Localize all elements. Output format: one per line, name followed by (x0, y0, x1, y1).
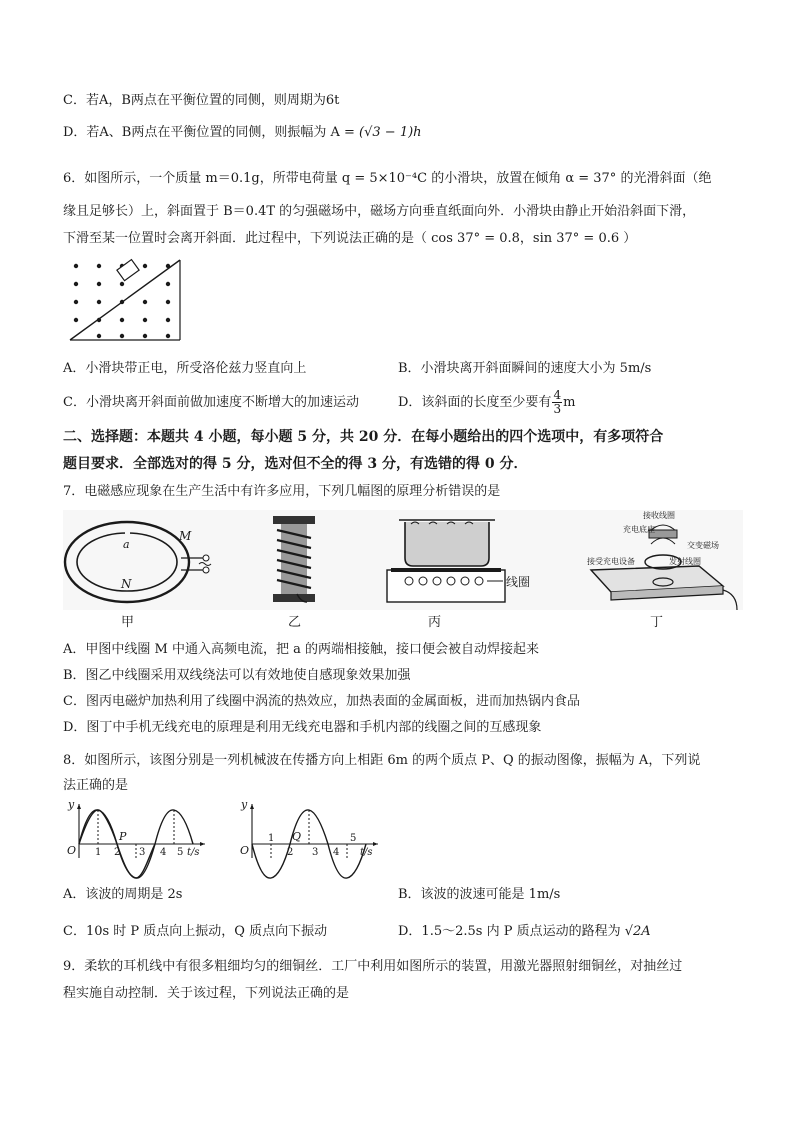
q8-stem-line2: 法正确的是 (63, 778, 129, 793)
q7-option-b: B．图乙中线圈采用双线绕法可以有效地使自感现象效果加强 (63, 668, 411, 683)
q8-stem-line1: 8．如图所示，该图分别是一列机械波在传播方向上相距 6m 的两个质点 P、Q 的振动图像，振幅为 A，下列说 (63, 753, 701, 768)
q5-option-d-formula: (√3 − 1)h (359, 125, 422, 140)
q5-option-c: C．若A，B两点在平衡位置的同侧，则周期为6t (63, 93, 340, 108)
section2-heading-line2: 题目要求．全部选对的得 5 分，选对但不全的得 3 分，有选错的得 0 分． (63, 456, 528, 472)
q6-option-d-text: D．该斜面的长度至少要有 (398, 395, 552, 410)
figure-jia-label-n: N (121, 577, 132, 591)
q7-option-c: C．图丙电磁炉加热利用了线圈中涡流的热效应，加热表面的金属面板，进而加热锅内食品 (63, 694, 580, 709)
graph-q-origin: O (240, 844, 250, 857)
q6-incline-figure (68, 258, 183, 343)
figure-ding-emit-coil: 发射线圈 (669, 557, 701, 566)
figure-ding-caption: 丁 (650, 615, 664, 630)
q6-stem-line3: 下滑至某一位置时会离开斜面．此过程中，下列说法正确的是（ cos 37° = 0.8，sin 37° = 0.6 ） (63, 231, 637, 246)
figure-ding-field: 交变磁场 (687, 541, 719, 550)
graph-p-tick-1: 1 (95, 847, 102, 858)
graph-q-tick-5: 5 (350, 833, 357, 844)
q8-option-d (398, 923, 651, 941)
graph-q-xlabel: t/s (360, 847, 373, 858)
graph-p-tick-2: 2 (114, 847, 121, 858)
q6-option-d-unit: m (563, 395, 576, 410)
section2-heading-line1: 二、选择题：本题共 4 小题，每小题 5 分，共 20 分．在每小题给出的四个选项中，有多项符合 (63, 429, 664, 445)
graph-q-tick-4: 4 (333, 847, 340, 858)
fraction-denominator: 3 (553, 402, 562, 416)
q8-graph-p (63, 800, 213, 862)
q7-option-a: A．甲图中线圈 M 中通入高频电流，把 a 的两端相接触，接口便会被自动焊接起来 (63, 642, 539, 657)
q6-option-a: A．小滑块带正电，所受洛伦兹力竖直向上 (63, 361, 307, 376)
figure-jia-caption: 甲 (121, 615, 135, 630)
graph-p-xlabel: t/s (187, 847, 200, 858)
figure-bing-caption: 丙 (428, 615, 442, 630)
q6-stem-line1: 6．如图所示，一个质量 m＝0.1g，所带电荷量 q = 5×10⁻⁴C 的小滑块，放置在倾角 α = 37° 的光滑斜面（绝 (63, 171, 712, 186)
graph-q-point: Q (292, 830, 302, 843)
fraction-numerator: 4 (553, 388, 562, 402)
q7-option-d: D．图丁中手机无线充电的原理是利用无线充电器和手机内部的线圈之间的互感现象 (63, 720, 542, 735)
q8-option-b: B．该波的波速可能是 1m/s (398, 887, 561, 902)
q8-option-d-formula: √2A (624, 924, 651, 939)
graph-q-tick-3: 3 (312, 847, 319, 858)
graph-q-tick-1: 1 (268, 833, 275, 844)
graph-p-ylabel: y (68, 798, 75, 811)
q6-option-b: B．小滑块离开斜面瞬间的速度大小为 5m/s (398, 361, 652, 376)
figure-bing-coil-label: 线圈 (506, 575, 531, 589)
figure-jia-label-a: a (123, 538, 130, 551)
q6-option-c: C．小滑块离开斜面前做加速度不断增大的加速运动 (63, 395, 359, 410)
graph-p-tick-4: 4 (160, 847, 167, 858)
q6-option-d (398, 386, 575, 420)
q8-option-c: C．10s 时 P 质点向上振动，Q 质点向下振动 (63, 924, 328, 939)
graph-p-tick-5: 5 (177, 847, 184, 858)
q7-figures-panel (63, 510, 743, 610)
q7-stem: 7．电磁感应现象在生产生活中有许多应用，下列几幅图的原理分析错误的是 (63, 484, 501, 499)
figure-ding-device: 接受充电设备 (587, 557, 635, 566)
graph-q-ylabel: y (241, 798, 248, 811)
graph-p-origin: O (67, 844, 77, 857)
figure-ding-receive-coil: 接收线圈 (643, 511, 675, 520)
q6-stem-line2: 缘且足够长）上，斜面置于 B＝0.4T 的匀强磁场中，磁场方向垂直纸面向外．小滑块由静止开始沿斜面下滑， (63, 204, 696, 219)
q9-stem-line2: 程实施自动控制．关于该过程，下列说法正确的是 (63, 986, 350, 1001)
slider-block (117, 260, 139, 281)
graph-p-point: P (119, 830, 127, 843)
q8-option-d-text: D．1.5～2.5s 内 P 质点运动的路程为 (398, 924, 625, 939)
q8-graph-q (236, 800, 386, 862)
figure-bing-cooker (387, 520, 505, 602)
q5-option-d (63, 124, 422, 142)
q8-option-a: A．该波的周期是 2s (63, 887, 183, 902)
figure-yi-caption: 乙 (288, 615, 302, 630)
graph-p-tick-3: 3 (139, 847, 146, 858)
graph-q-tick-2: 2 (287, 847, 294, 858)
figure-ding-charge-base: 充电底座 (623, 525, 655, 534)
q5-option-d-text: D．若A、B两点在平衡位置的同侧，则振幅为 A = (63, 125, 360, 140)
figure-jia-label-m: M (179, 529, 192, 543)
q9-stem-line1: 9．柔软的耳机线中有很多粗细均匀的细铜丝．工厂中利用如图所示的装置，用激光器照射细铜丝，对抽丝过 (63, 959, 683, 974)
q6-option-d-fraction (552, 389, 562, 416)
